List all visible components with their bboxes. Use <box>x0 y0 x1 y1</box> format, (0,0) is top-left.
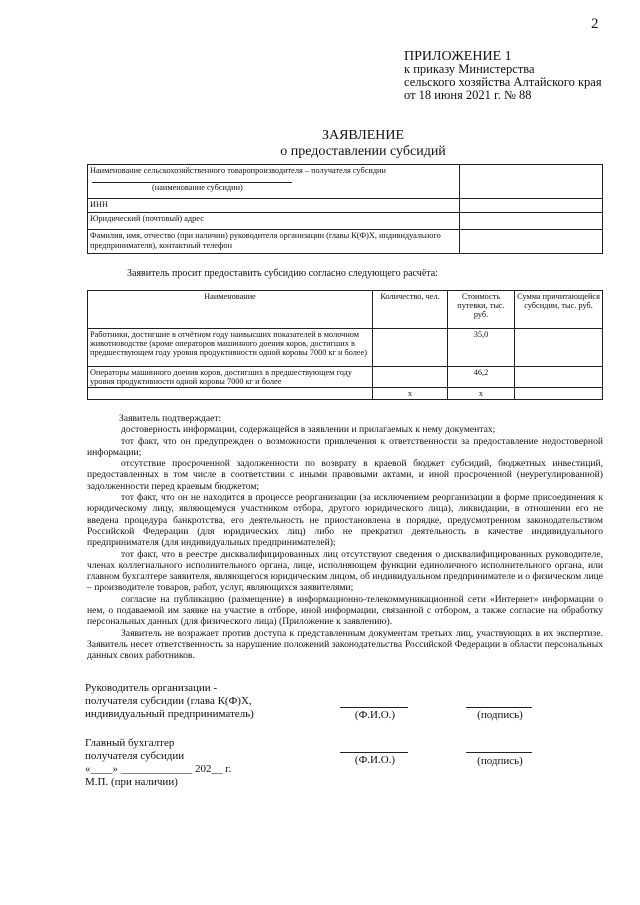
row-cost: 46,2 <box>448 367 515 388</box>
applicant-name-cell <box>88 165 460 199</box>
head-label-line: индивидуальный предприниматель) <box>85 708 254 720</box>
document-title <box>0 128 640 160</box>
total-name <box>88 388 373 400</box>
header-name: Наименование <box>88 291 373 329</box>
inn-label: ИНН <box>88 199 460 213</box>
inn-value[interactable] <box>460 199 603 213</box>
title-sub: о предоставлении субсидий <box>280 144 446 159</box>
appendix-header <box>404 50 602 102</box>
confirm-paragraph: согласие на публикацию (размещение) в информационно-телекоммуникационной сети «Интернет» информации о нем, о подаваемой им заявке на участие в отборе, иной информации, связанной с отбором, а также согласие на обработку персональных данных (для физического лица) (Приложение к заявлению). <box>87 593 603 628</box>
appendix-title: ПРИЛОЖЕНИЕ 1 <box>404 49 512 64</box>
row-name: Работники, достигшие в отчётном году наивысших показателей в молочном животноводстве (кроме операторов машинного доения коров, достигших в предшествующем году уровня продуктивности одной коровы 7000 кг и более) <box>88 329 373 367</box>
row-quantity[interactable] <box>373 329 448 367</box>
row-sum[interactable] <box>515 329 603 367</box>
confirm-paragraph: тот факт, что в реестре дисквалифицированных лиц отсутствуют сведения о дисквалифицированных руководителе, членах коллегиального исполнительного органа, лице, исполняющем функции единоличного исполнительного органа, или главном бухгалтере заявителя, являющегося юридическим лицом, об индивидуальном предпринимателе и о физическом лице – производителе товаров, работ, услуг, являющихся заявителями; <box>87 548 603 594</box>
accountant-label-line: получателя субсидии <box>85 750 185 762</box>
header-sum: Сумма причитающейся субсидии, тыс. руб. <box>515 291 603 329</box>
total-cost: х <box>448 388 515 400</box>
address-label: Юридический (почтовый) адрес <box>88 213 460 230</box>
accountant-sign-line[interactable] <box>466 752 532 753</box>
request-text: Заявитель просит предоставить субсидию согласно следующего расчёта: <box>127 268 438 279</box>
table-row <box>88 329 603 367</box>
head-label-line: получателя субсидии (глава К(Ф)Х, <box>85 695 252 707</box>
head-fio-caption: (Ф.И.О.) <box>354 709 396 721</box>
confirmation-section <box>87 413 603 662</box>
head-label-line: Руководитель организации - <box>85 682 218 694</box>
applicant-table <box>87 164 603 254</box>
row-quantity[interactable] <box>373 367 448 388</box>
subsidy-name-label: (наименование субсидии) <box>92 182 292 193</box>
applicant-name-value[interactable] <box>460 165 603 199</box>
row-name: Операторы машинного доения коров, достигших в предшествующем году уровня продуктивности одной коровы 7000 кг и более <box>88 367 373 388</box>
accountant-fio-line[interactable] <box>340 752 408 753</box>
title-main: ЗАЯВЛЕНИЕ <box>321 128 405 143</box>
accountant-label-line: Главный бухгалтер <box>85 737 175 749</box>
confirm-paragraph: тот факт, что он предупрежден о возможности привлечения к ответственности за предоставление недостоверной информации; <box>87 435 603 458</box>
confirm-intro: Заявитель подтверждает: <box>119 413 222 424</box>
accountant-signature-label <box>85 737 231 789</box>
stamp-label: М.П. (при наличии) <box>85 776 178 788</box>
appendix-line: сельского хозяйства Алтайского края <box>404 75 602 89</box>
head-name-value[interactable] <box>460 230 603 254</box>
head-fio-line[interactable] <box>340 707 408 708</box>
confirm-paragraph: тот факт, что он не находится в процессе реорганизации (за исключением реорганизации в форме присоединения к юридическому лицу, являющемуся участником отбора, другого юридического лица), ликвидации, в отношении его не введена процедура банкротства, его деятельность не приостановлена в порядке, предусмотренном законодательством Российской Федерации (для юридических лиц) либо не прекратил деятельность в качестве индивидуального предпринимателя (для индивидуальных предпринимателей); <box>87 492 603 549</box>
row-sum[interactable] <box>515 367 603 388</box>
head-name-label: Фамилия, имя, отчество (при наличии) руководителя организации (главы К(Ф)Х, индивидуального предпринимателя), контактный телефон <box>88 230 460 254</box>
accountant-sign-caption: (подпись) <box>477 755 523 767</box>
total-quantity: х <box>373 388 448 400</box>
appendix-line: к приказу Министерства <box>404 62 535 76</box>
appendix-date: от 18 июня 2021 г. № 88 <box>404 88 532 102</box>
table-row <box>88 367 603 388</box>
date-field[interactable]: «____» _____________ 202__ г. <box>85 763 232 775</box>
address-value[interactable] <box>460 213 603 230</box>
table-row-total <box>88 388 603 400</box>
confirm-paragraph: Заявитель не возражает против доступа к представленным документам третьих лиц, участвующих в их экспертизе. Заявитель несет ответственность за нарушение положений законодательства Российской Федерации в области персональных данных своих работников. <box>87 627 603 662</box>
calculation-table <box>87 290 603 400</box>
confirm-paragraph: достоверность информации, содержащейся в заявлении и прилагаемых к нему документах; <box>121 424 496 436</box>
head-signature-label <box>85 682 254 721</box>
page-number: 2 <box>591 16 599 32</box>
head-sign-caption: (подпись) <box>477 709 523 721</box>
applicant-name-label: Наименование сельскохозяйственного товаропроизводителя – получателя субсидии <box>90 166 386 175</box>
total-sum[interactable] <box>515 388 603 400</box>
header-quantity: Количество, чел. <box>373 291 448 329</box>
header-cost: Стоимость путевки, тыс. руб. <box>448 291 515 329</box>
head-sign-line[interactable] <box>466 707 532 708</box>
accountant-fio-caption: (Ф.И.О.) <box>354 754 396 766</box>
confirm-paragraph: отсутствие просроченной задолженности по возврату в краевой бюджет субсидий, бюджетных инвестиций, предоставленных в том числе в соответствии с иными правовыми актами, и иной просроченной (неурегулированной) задолженности перед краевым бюджетом; <box>87 458 603 492</box>
row-cost: 35,0 <box>448 329 515 367</box>
